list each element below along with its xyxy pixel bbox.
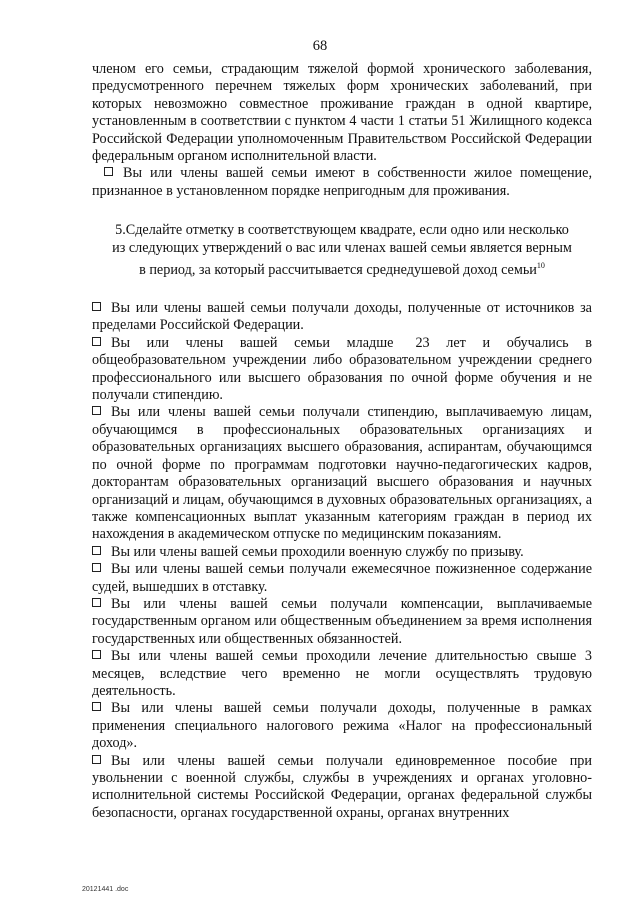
checkbox[interactable] bbox=[92, 302, 101, 311]
checkbox[interactable] bbox=[92, 755, 101, 764]
section-heading bbox=[92, 222, 592, 280]
item-text: Вы или члены вашей семьи проходили лечение длительностью свыше 3 месяцев, вследствие чего временно не могли осуществлять трудовую деятельность. bbox=[92, 648, 592, 699]
footnote-ref[interactable]: 10 bbox=[536, 261, 545, 271]
item-text: Вы или члены вашей семьи получали ежемесячное пожизненное содержание судей, вышедших в отставку. bbox=[92, 561, 592, 595]
section-heading-text: 5.Сделайте отметку в соответствующем квадрате, если одно или несколько из следующих утверждений о вас или членах вашей семьи является верным в период, за который рассчитывается среднедушевой доход семьи bbox=[112, 222, 572, 279]
checkbox-item bbox=[92, 561, 592, 596]
checkbox[interactable] bbox=[92, 546, 101, 555]
continuation-paragraph: членом его семьи, страдающим тяжелой формой хронического заболевания, предусмотренного перечнем тяжелых форм хронических заболеваний, при которых невозможно совместное проживание граждан в одной квартире, установленным в соответствии с пунктом 4 части 1 статьи 51 Жилищного кодекса Российской Федерации уполномоченным Правительством Российской Федерации федеральным органом исполнительной власти. bbox=[92, 61, 592, 165]
item-text: Вы или члены вашей семьи проходили военную службу по призыву. bbox=[111, 543, 524, 560]
checkbox-item bbox=[92, 544, 592, 561]
checkbox[interactable] bbox=[92, 650, 101, 659]
checkbox-item bbox=[92, 300, 592, 335]
checkbox[interactable] bbox=[92, 337, 101, 346]
checkbox-item bbox=[92, 648, 592, 700]
item-text: Вы или члены вашей семьи получали компенсации, выплачиваемые государственным органом или общественным объединением за время исполнения государственных или общественных обязанностей. bbox=[92, 595, 592, 647]
checkbox[interactable] bbox=[92, 702, 101, 711]
checkbox[interactable] bbox=[104, 167, 113, 176]
item-text: 23 лет и обучались в общеобразовательном учреждении либо образовательном учреждении среднего профессионального или высшего образования по очной форме обучения и не получали стипендию. bbox=[92, 334, 593, 404]
checkbox[interactable] bbox=[92, 563, 101, 572]
checkbox-item-uninhabitable-housing bbox=[92, 165, 592, 200]
checkbox-item bbox=[92, 753, 592, 823]
item-text: Вы или члены вашей семьи младше bbox=[111, 334, 394, 351]
checkbox-item bbox=[92, 596, 592, 648]
item-text: Вы или члены вашей семьи получали единовременное пособие при увольнении с военной службы, службы в учреждениях и органах уголовно-исполнительной системы Российской Федерации, органах федеральной службы безопасности, органах государственной охраны, органах внутренних bbox=[92, 752, 592, 821]
item-text: Вы или члены вашей семьи получали доходы, полученные от источников за пределами Российской Федерации. bbox=[92, 300, 592, 334]
page-number: 68 bbox=[312, 38, 328, 54]
item-text: Вы или члены вашей семьи получали доходы, полученные в рамках применения специального налогового режима «Налог на профессиональный доход». bbox=[92, 700, 592, 752]
item-text: Вы или члены вашей семьи имеют в собственности жилое помещение, признанное в установленном порядке непригодным для проживания. bbox=[92, 165, 592, 199]
item-text: Вы или члены вашей семьи получали стипендию, выплачиваемую лицам, обучающимся в профессиональных образовательных организациях и образовательных организациях высшего образования, аспирантам, обучающимся по очной форме по программам подготовки научно-педагогических кадров, докторантам образовательных организаций высшего образования и научных организаций и лицам, обучающимся в духовных образовательных организациях, а также компенсационных выплат указанным категориям граждан в период их нахождения в академическом отпуске по медицинским показаниям. bbox=[92, 404, 592, 543]
checkbox-item bbox=[92, 700, 592, 752]
checkbox-item bbox=[92, 404, 592, 543]
checkbox[interactable] bbox=[92, 406, 101, 415]
file-name-footer: 20121441 .doc bbox=[82, 886, 129, 893]
document-body bbox=[92, 61, 592, 822]
checkbox-item bbox=[92, 335, 592, 405]
checkbox[interactable] bbox=[92, 598, 101, 607]
